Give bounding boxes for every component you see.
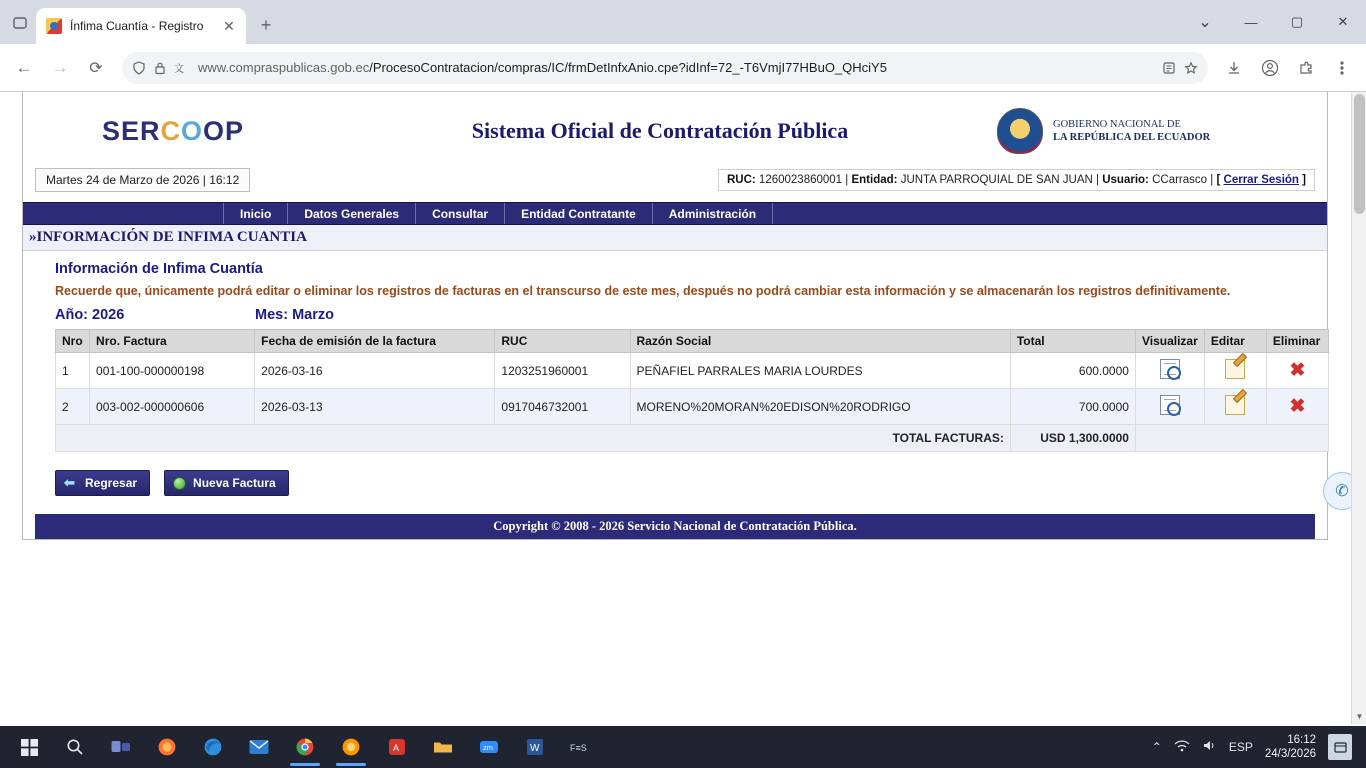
scroll-down-icon[interactable]: ▼ (1355, 712, 1364, 721)
col-eliminar: Eliminar (1266, 330, 1328, 353)
url-path: /ProcesoContratacion/compras/IC/frmDetInfxAnio.cpe?idInf=72_-T6VmjI77HBuO_QHciY5 (369, 60, 887, 75)
nav-item-datos-generales[interactable]: Datos Generales (288, 203, 416, 224)
nav-item-inicio[interactable]: Inicio (223, 203, 288, 224)
action-buttons (55, 470, 1315, 496)
tab-favicon-icon (46, 18, 62, 34)
cell-ruc: 1203251960001 (495, 353, 630, 389)
section-title: »INFORMACIÓN DE INFIMA CUANTIA (23, 225, 1327, 251)
taskbar-app-word-icon[interactable] (512, 726, 558, 768)
taskbar-clock[interactable] (1265, 733, 1316, 762)
task-view-icon[interactable] (98, 726, 144, 768)
help-bubble-icon[interactable]: ✆ (1323, 472, 1361, 510)
sercop-logo[interactable] (23, 116, 323, 147)
ruc-label: RUC: (726, 174, 756, 186)
windows-start-icon[interactable] (6, 726, 52, 768)
taskbar-app-chrome-icon[interactable] (282, 726, 328, 768)
taskbar-app-fs-icon[interactable] (558, 726, 604, 768)
nueva-factura-button[interactable] (164, 470, 289, 496)
url-domain: www.compraspublicas.gob.ec (198, 60, 370, 75)
cell-razon-social: PEÑAFIEL PARRALES MARIA LOURDES (630, 353, 1010, 389)
warning-message: Recuerde que, únicamente podrá editar o eliminar los registros de facturas en el transcurso de este mes, después no podrá cambiar esta información y se almacenarán los registros definitivamente. (55, 284, 1231, 298)
total-filler (1135, 425, 1328, 452)
government-text (1053, 118, 1210, 144)
cell-eliminar[interactable] (1266, 389, 1328, 425)
kebab-menu-icon[interactable] (1326, 52, 1358, 84)
forward-icon[interactable]: → (51, 57, 69, 77)
taskbar-app-acrobat-icon[interactable] (374, 726, 420, 768)
extensions-icon[interactable] (1290, 52, 1322, 84)
maximize-button[interactable]: ▢ (1290, 14, 1304, 29)
col-ruc: RUC (495, 330, 630, 353)
magnifier-document-icon[interactable] (1160, 359, 1180, 379)
pencil-document-icon[interactable] (1225, 359, 1245, 379)
period-row (55, 307, 1315, 323)
new-tab-button[interactable]: + (260, 14, 272, 35)
network-icon[interactable] (1174, 739, 1190, 755)
site-header (23, 92, 1327, 166)
svg-text:文: 文 (174, 63, 184, 75)
usuario-label: Usuario: (1102, 174, 1149, 186)
table-total-row (56, 425, 1329, 452)
nav-item-administracion[interactable]: Administración (653, 203, 773, 224)
notification-icon[interactable] (1328, 734, 1352, 760)
browser-tab[interactable] (36, 8, 246, 44)
ecuador-coat-of-arms-icon (997, 108, 1043, 154)
col-visualizar: Visualizar (1135, 330, 1204, 353)
cell-ruc: 0917046732001 (495, 389, 630, 425)
svg-text:zm: zm (483, 743, 493, 752)
red-x-icon[interactable]: ✖ (1289, 359, 1306, 381)
reload-icon[interactable]: ⟳ (89, 59, 103, 77)
cell-total: 600.0000 (1010, 353, 1135, 389)
scrollbar-thumb[interactable] (1354, 94, 1365, 214)
total-value: USD 1,300.0000 (1010, 425, 1135, 452)
cell-total: 700.0000 (1010, 389, 1135, 425)
nav-item-consultar[interactable]: Consultar (416, 203, 505, 224)
tab-close-icon[interactable]: ✕ (223, 17, 235, 34)
profile-icon[interactable] (1254, 52, 1286, 84)
taskbar-app-edge-icon[interactable] (190, 726, 236, 768)
table-header-row (56, 330, 1329, 353)
info-bar (23, 166, 1327, 194)
browser-toolbar (0, 44, 1366, 92)
entidad-value: JUNTA PARROQUIAL DE SAN JUAN (900, 174, 1093, 186)
ruc-value: 1260023860001 (758, 174, 843, 186)
page-scrollbar[interactable] (1351, 92, 1366, 724)
svg-text:W: W (530, 743, 540, 754)
shield-icon[interactable] (132, 61, 146, 75)
cell-fecha: 2026-03-16 (255, 353, 495, 389)
logo-part-1: SER (101, 115, 161, 146)
sep-1: | (845, 174, 849, 186)
tab-strip (0, 0, 1366, 44)
translate-icon[interactable] (174, 61, 190, 75)
entidad-label: Entidad: (851, 174, 898, 186)
taskbar-app-firefox-dev-icon[interactable] (328, 726, 374, 768)
lock-icon[interactable] (154, 61, 166, 75)
cell-nro: 1 (56, 353, 90, 389)
downloads-icon[interactable] (1218, 52, 1250, 84)
url-text (198, 60, 1154, 75)
page-title: Sistema Oficial de Contratación Pública (471, 118, 849, 143)
pencil-document-icon[interactable] (1225, 395, 1245, 415)
cell-nro-factura: 001-100-000000198 (90, 353, 255, 389)
tab-strip-left-icon[interactable] (4, 7, 36, 39)
taskbar-app-explorer-icon[interactable] (420, 726, 466, 768)
clock-time: 16:12 (1287, 733, 1316, 746)
table-head (56, 330, 1329, 353)
svg-text:A: A (393, 743, 400, 753)
cell-editar[interactable] (1204, 389, 1266, 425)
clock-date: 24/3/2026 (1264, 748, 1316, 760)
cell-nro-factura: 003-002-000000606 (90, 389, 255, 425)
back-arrow-icon: ⬅ (64, 475, 75, 491)
total-label: TOTAL FACTURAS: (56, 425, 1011, 452)
logo-part-3: O (181, 115, 204, 146)
page-content (23, 251, 1327, 539)
invoices-table (55, 329, 1329, 452)
windows-taskbar (0, 726, 1366, 768)
star-icon[interactable] (1184, 61, 1198, 75)
window-controls (1182, 0, 1366, 44)
col-fecha: Fecha de emisión de la factura (255, 330, 495, 353)
taskbar-app-firefox-icon[interactable] (144, 726, 190, 768)
reading-list-icon[interactable] (1162, 61, 1176, 75)
language-indicator[interactable]: ESP (1228, 740, 1253, 754)
taskbar-app-zoom-icon[interactable] (466, 726, 512, 768)
table-body (56, 353, 1329, 452)
search-icon[interactable] (52, 726, 98, 768)
system-tray (1152, 733, 1360, 762)
cell-nro: 2 (56, 389, 90, 425)
minimize-button[interactable]: — (1244, 14, 1258, 30)
content-subtitle: Información de Infima Cuantía (55, 261, 263, 277)
plus-circle-icon (173, 477, 186, 490)
usuario-value: CCarrasco (1152, 174, 1208, 186)
regresar-label: Regresar (85, 476, 138, 491)
cell-fecha: 2026-03-13 (255, 389, 495, 425)
main-navigation (23, 202, 1327, 225)
current-date-time: Martes 24 de Marzo de 2026 | 16:12 (35, 168, 250, 192)
logout-link[interactable]: Cerrar Sesión (1223, 174, 1299, 186)
address-bar[interactable] (122, 52, 1208, 84)
tray-chevron-icon[interactable]: ⌃ (1151, 740, 1162, 754)
taskbar-app-mail-icon[interactable] (236, 726, 282, 768)
government-emblem (997, 108, 1327, 154)
sep-2: | (1096, 174, 1100, 186)
page-viewport (0, 92, 1366, 724)
period-year: Año: 2026 (55, 307, 125, 324)
table-row (56, 389, 1329, 425)
col-razon-social: Razón Social (630, 330, 1010, 353)
table-row (56, 353, 1329, 389)
nueva-factura-label: Nueva Factura (193, 476, 276, 491)
logout-bracket-close: ] (1302, 174, 1306, 186)
session-info (718, 169, 1315, 191)
sep-3: | (1210, 174, 1214, 186)
sercop-page (22, 92, 1328, 540)
col-nro: Nro (56, 330, 90, 353)
logout-bracket-open: [ (1216, 174, 1221, 186)
cell-editar[interactable] (1204, 353, 1266, 389)
svg-text:F≡S: F≡S (570, 743, 587, 753)
tab-title: Ínfima Cuantía - Registro (70, 19, 204, 33)
page-footer: Copyright © 2008 - 2026 Servicio Nacional de Contratación Pública. (35, 514, 1315, 539)
col-total: Total (1010, 330, 1135, 353)
cell-eliminar[interactable] (1266, 353, 1328, 389)
close-window-button[interactable]: ✕ (1337, 14, 1349, 29)
gov-line-1: GOBIERNO NACIONAL DE (1053, 118, 1181, 130)
col-nro-factura: Nro. Factura (90, 330, 255, 353)
cell-visualizar[interactable] (1135, 353, 1204, 389)
col-editar: Editar (1204, 330, 1266, 353)
red-x-icon[interactable]: ✖ (1289, 395, 1306, 417)
gov-line-2: LA REPÚBLICA DEL ECUADOR (1053, 132, 1211, 143)
magnifier-document-icon[interactable] (1160, 395, 1180, 415)
nav-item-entidad-contratante[interactable]: Entidad Contratante (505, 203, 653, 224)
cell-razon-social: MORENO%20MORAN%20EDISON%20RODRIGO (630, 389, 1010, 425)
cell-visualizar[interactable] (1135, 389, 1204, 425)
volume-icon[interactable] (1202, 739, 1217, 755)
tab-search-icon[interactable]: ⌄ (1198, 14, 1212, 31)
back-icon[interactable]: ← (15, 57, 33, 77)
logo-part-2: C (160, 115, 181, 146)
logo-part-4: OP (203, 115, 245, 146)
regresar-button[interactable] (55, 470, 150, 496)
period-month: Mes: Marzo (255, 307, 334, 324)
